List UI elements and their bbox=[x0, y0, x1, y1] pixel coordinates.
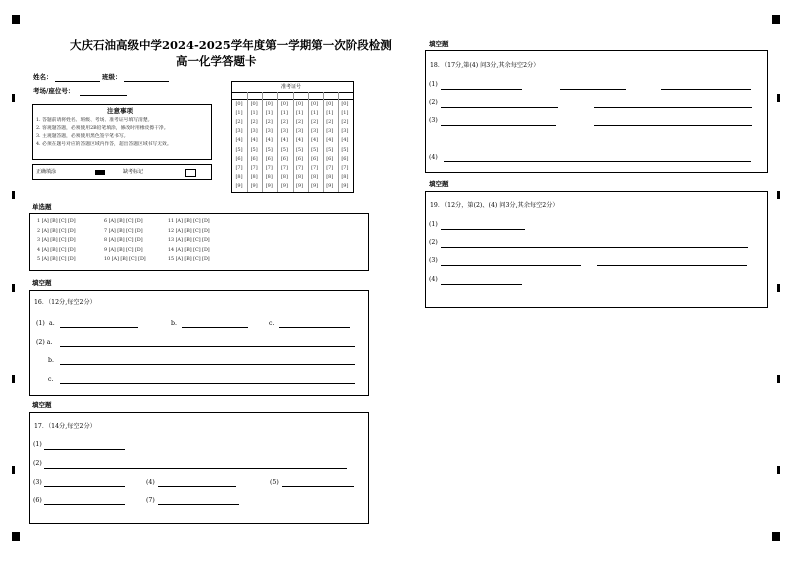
exam-id-digit-bubble[interactable]: [3] bbox=[235, 128, 243, 135]
exam-id-digit-bubble[interactable]: [7] bbox=[265, 164, 273, 171]
q16-a: a. bbox=[49, 320, 55, 327]
exam-id-digit-bubble[interactable]: [7] bbox=[235, 164, 243, 171]
q17-2-answer[interactable] bbox=[44, 468, 347, 469]
exam-id-column-divider bbox=[277, 92, 278, 192]
exam-id-digit-bubble[interactable]: [6] bbox=[341, 155, 349, 162]
exam-id-digit-bubble[interactable]: [0] bbox=[341, 101, 349, 107]
exam-id-digit-bubble[interactable]: [5] bbox=[280, 146, 288, 153]
exam-id-digit-bubble[interactable]: [0] bbox=[250, 101, 258, 107]
q18-box bbox=[425, 50, 768, 173]
exam-id-digit-bubble[interactable]: [7] bbox=[250, 164, 258, 171]
exam-id-digit-bubble[interactable]: [4] bbox=[311, 137, 319, 144]
notice-box bbox=[32, 104, 212, 160]
exam-id-digit-bubble[interactable]: [9] bbox=[295, 182, 304, 189]
exam-id-digit-bubble[interactable]: [2] bbox=[235, 119, 243, 126]
timing-mark bbox=[777, 284, 780, 292]
mc-box bbox=[29, 213, 369, 271]
exam-id-digit-bubble[interactable]: [0] bbox=[265, 101, 273, 107]
timing-mark bbox=[12, 375, 15, 383]
exam-id-digit-bubble[interactable]: [7] bbox=[295, 164, 304, 171]
q17-p6: (6) bbox=[33, 497, 42, 504]
timing-mark bbox=[777, 94, 780, 102]
exam-id-digit-bubble[interactable]: [8] bbox=[265, 173, 273, 180]
exam-id-digit-bubble[interactable]: [4] bbox=[235, 137, 243, 144]
q19-1-answer[interactable] bbox=[441, 229, 525, 230]
q17-p1: (1) bbox=[33, 441, 42, 448]
q19-2-answer[interactable] bbox=[441, 247, 748, 248]
timing-mark bbox=[777, 191, 780, 199]
exam-id-digit-bubble[interactable]: [1] bbox=[311, 110, 319, 117]
room-label: 考场/座位号： bbox=[33, 87, 75, 95]
exam-id-digit-bubble[interactable]: [1] bbox=[341, 110, 349, 117]
q18-2a-answer[interactable] bbox=[441, 107, 558, 108]
q17-section-title: 填空题 bbox=[32, 401, 52, 409]
exam-id-digit-bubble[interactable]: [6] bbox=[295, 155, 304, 162]
class-field[interactable] bbox=[124, 81, 169, 82]
exam-id-digit-bubble[interactable]: [3] bbox=[280, 128, 288, 135]
mc-question-row[interactable]: 7 [A] [B] [C] [D] bbox=[104, 228, 143, 234]
registration-mark bbox=[12, 15, 20, 24]
q16-1c-answer[interactable] bbox=[279, 327, 350, 328]
mc-question-row[interactable]: 12 [A] [B] [C] [D] bbox=[168, 228, 210, 234]
exam-id-digit-bubble[interactable]: [3] bbox=[326, 128, 334, 135]
registration-mark bbox=[772, 532, 780, 541]
q18-1b-answer[interactable] bbox=[560, 89, 626, 90]
exam-id-digit-bubble[interactable]: [1] bbox=[326, 110, 334, 117]
exam-id-digit-bubble[interactable]: [8] bbox=[311, 173, 319, 180]
exam-id-grid bbox=[231, 81, 354, 193]
mc-question-row[interactable]: 6 [A] [B] [C] [D] bbox=[104, 219, 143, 224]
exam-id-digit-bubble[interactable]: [2] bbox=[311, 119, 319, 126]
exam-id-digit-bubble[interactable]: [4] bbox=[265, 137, 273, 144]
notice-line: 4. 必须在题号对应的答题区域内作答，超出答题区域书写无效。 bbox=[36, 142, 172, 147]
q17-p4: (4) bbox=[146, 479, 155, 486]
mc-question-row[interactable]: 8 [A] [B] [C] [D] bbox=[104, 238, 143, 244]
exam-id-digit-bubble[interactable]: [4] bbox=[295, 137, 304, 144]
exam-id-digit-bubble[interactable]: [6] bbox=[235, 155, 243, 162]
exam-id-digit-bubble[interactable]: [4] bbox=[326, 137, 334, 144]
name-label: 姓名： bbox=[33, 73, 53, 81]
q19-3a-answer[interactable] bbox=[441, 265, 581, 266]
timing-mark bbox=[12, 466, 15, 474]
notice-line: 1. 答题前请将姓名、班级、考场、准考证号填写清楚。 bbox=[36, 118, 153, 123]
q19-section-title: 填空题 bbox=[429, 180, 449, 188]
exam-id-digit-bubble[interactable]: [2] bbox=[265, 119, 273, 126]
exam-id-digit-bubble[interactable]: [9] bbox=[341, 182, 349, 189]
q18-p4: (4) bbox=[429, 154, 438, 161]
q18-p1: (1) bbox=[429, 81, 438, 88]
exam-id-digits bbox=[232, 100, 353, 192]
exam-id-digit-bubble[interactable]: [3] bbox=[311, 128, 319, 135]
timing-mark bbox=[12, 191, 15, 199]
exam-id-digit-bubble[interactable]: [2] bbox=[250, 119, 258, 126]
exam-id-digit-bubble[interactable]: [3] bbox=[250, 128, 258, 135]
exam-id-digit-bubble[interactable]: [0] bbox=[295, 101, 304, 107]
q17-p7: (7) bbox=[146, 497, 155, 504]
mc-question-row[interactable]: 15 [A] [B] [C] [D] bbox=[168, 257, 210, 263]
exam-id-digit-bubble[interactable]: [2] bbox=[326, 119, 334, 126]
exam-id-column-divider bbox=[323, 92, 324, 192]
exam-id-digit-bubble[interactable]: [7] bbox=[326, 164, 334, 171]
q16-c2: c. bbox=[48, 376, 54, 383]
q18-p3: (3) bbox=[429, 117, 438, 124]
q18-3b-answer[interactable] bbox=[594, 125, 752, 126]
exam-id-digit-bubble[interactable]: [6] bbox=[250, 155, 258, 162]
name-field[interactable] bbox=[55, 81, 100, 82]
q17-p5: (5) bbox=[270, 479, 279, 486]
registration-mark bbox=[12, 532, 20, 541]
mc-question-row[interactable]: 4 [A] [B] [C] [D] bbox=[37, 247, 76, 253]
timing-mark bbox=[12, 284, 15, 292]
exam-id-digit-bubble[interactable]: [8] bbox=[326, 173, 334, 180]
exam-id-digit-bubble[interactable]: [9] bbox=[311, 182, 319, 189]
exam-id-digit-bubble[interactable]: [3] bbox=[265, 128, 273, 135]
exam-id-digit-bubble[interactable]: [5] bbox=[311, 146, 319, 153]
q19-p4: (4) bbox=[429, 276, 438, 283]
q19-p3: (3) bbox=[429, 257, 438, 264]
exam-id-digit-bubble[interactable]: [7] bbox=[341, 164, 349, 171]
correct-fill-sample bbox=[95, 170, 105, 175]
q17-p3: (3) bbox=[33, 479, 42, 486]
absent-label: 缺考标记 bbox=[123, 169, 144, 175]
q19-4-answer[interactable] bbox=[441, 284, 522, 285]
mc-question-row[interactable]: 9 [A] [B] [C] [D] bbox=[104, 247, 143, 253]
exam-id-digit-bubble[interactable]: [0] bbox=[280, 101, 288, 107]
q16-header: 16．（12分,每空2分） bbox=[34, 299, 96, 306]
q16-b: b. bbox=[171, 320, 177, 327]
q16-1a-answer[interactable] bbox=[60, 327, 138, 328]
exam-id-digit-bubble[interactable]: [4] bbox=[280, 137, 288, 144]
exam-id-digit-bubble[interactable]: [7] bbox=[280, 164, 288, 171]
exam-id-digit-bubble[interactable]: [4] bbox=[250, 137, 258, 144]
q16-2a-answer[interactable] bbox=[60, 346, 355, 347]
exam-id-digit-bubble[interactable]: [0] bbox=[326, 101, 334, 107]
q18-1a-answer[interactable] bbox=[441, 89, 522, 90]
exam-id-digit-bubble[interactable]: [1] bbox=[280, 110, 288, 117]
mc-section-title: 单选题 bbox=[32, 203, 52, 211]
exam-id-digit-bubble[interactable]: [8] bbox=[235, 173, 243, 180]
exam-id-digit-bubble[interactable]: [5] bbox=[326, 146, 334, 153]
mc-question-row[interactable]: 2 [A] [B] [C] [D] bbox=[37, 228, 76, 234]
mc-question-row[interactable]: 13 [A] [B] [C] [D] bbox=[168, 238, 210, 244]
q16-2b-answer[interactable] bbox=[60, 364, 355, 365]
exam-id-digit-bubble[interactable]: [9] bbox=[250, 182, 258, 189]
q19-header: 19．（12分，第(2)、(4) 问3分,其余每空2分） bbox=[430, 202, 559, 209]
fill-example-box bbox=[32, 164, 212, 180]
q19-3b-answer[interactable] bbox=[597, 265, 747, 266]
q19-p1: (1) bbox=[429, 221, 438, 228]
q18-p2: (2) bbox=[429, 99, 438, 106]
exam-id-digit-bubble[interactable]: [6] bbox=[265, 155, 273, 162]
exam-id-digit-bubble[interactable]: [8] bbox=[341, 173, 349, 180]
notice-line: 3. 主观题答题，必须使用黑色签字笔书写。 bbox=[36, 134, 129, 139]
exam-title: 大庆石油高级中学2024-2025学年度第一学期第一次阶段检测 bbox=[70, 38, 392, 52]
exam-id-digit-bubble[interactable]: [6] bbox=[326, 155, 334, 162]
q18-header: 18．（17分,第(4) 问3分,其余每空2分） bbox=[430, 62, 540, 69]
q18-4-answer[interactable] bbox=[444, 161, 751, 162]
room-field[interactable] bbox=[80, 95, 127, 96]
q18-3a-answer[interactable] bbox=[441, 125, 556, 126]
exam-id-digit-bubble[interactable]: [2] bbox=[341, 119, 349, 126]
exam-id-digit-bubble[interactable]: [1] bbox=[265, 110, 273, 117]
q16-p2: (2) a. bbox=[36, 339, 53, 346]
exam-id-column-divider bbox=[338, 92, 339, 192]
q16-2c-answer[interactable] bbox=[60, 383, 355, 384]
exam-id-digit-bubble[interactable]: [7] bbox=[311, 164, 319, 171]
exam-id-digit-bubble[interactable]: [0] bbox=[235, 101, 243, 107]
timing-mark bbox=[12, 94, 15, 102]
absent-checkbox[interactable] bbox=[185, 169, 196, 177]
q17-4-answer[interactable] bbox=[158, 486, 236, 487]
q16-1b-answer[interactable] bbox=[182, 327, 248, 328]
q17-p2: (2) bbox=[33, 460, 42, 467]
q17-box bbox=[29, 412, 369, 524]
q17-1-answer[interactable] bbox=[44, 449, 125, 450]
exam-id-digit-bubble[interactable]: [5] bbox=[265, 146, 273, 153]
exam-id-digit-bubble[interactable]: [2] bbox=[295, 119, 304, 126]
q17-6-answer[interactable] bbox=[44, 504, 125, 505]
mc-question-row[interactable]: 1 [A] [B] [C] [D] bbox=[37, 219, 76, 224]
correct-fill-label: 正确填涂 bbox=[36, 169, 57, 175]
q16-p1: (1) bbox=[36, 320, 45, 327]
q16-box bbox=[29, 290, 369, 396]
q19-box bbox=[425, 191, 768, 308]
exam-id-digit-bubble[interactable]: [3] bbox=[295, 128, 304, 135]
q18-2b-answer[interactable] bbox=[594, 107, 752, 108]
exam-id-digit-bubble[interactable]: [5] bbox=[295, 146, 304, 153]
notice-line: 2. 客观题答题，必须使用2B铅笔填涂，修改时用橡皮擦干净。 bbox=[36, 126, 169, 131]
mc-question-row[interactable]: 5 [A] [B] [C] [D] bbox=[37, 257, 76, 263]
exam-id-digit-bubble[interactable]: [1] bbox=[235, 110, 243, 117]
class-label: 班级： bbox=[102, 73, 122, 81]
timing-mark bbox=[777, 375, 780, 383]
exam-id-digit-bubble[interactable]: [8] bbox=[250, 173, 258, 180]
exam-id-digit-bubble[interactable]: [3] bbox=[341, 128, 349, 135]
exam-id-column-divider bbox=[247, 92, 248, 192]
exam-id-digit-bubble[interactable]: [2] bbox=[280, 119, 288, 126]
registration-mark bbox=[772, 15, 780, 24]
exam-id-digit-bubble[interactable]: [6] bbox=[311, 155, 319, 162]
q18-1c-answer[interactable] bbox=[661, 89, 751, 90]
exam-id-column-divider bbox=[308, 92, 309, 192]
notice-title: 注意事项 bbox=[107, 107, 133, 115]
exam-id-digit-bubble[interactable]: [1] bbox=[295, 110, 304, 117]
timing-mark bbox=[777, 466, 780, 474]
exam-id-digit-bubble[interactable]: [1] bbox=[250, 110, 258, 117]
exam-id-digit-bubble[interactable]: [5] bbox=[250, 146, 258, 153]
mc-question-row[interactable]: 10 [A] [B] [C] [D] bbox=[104, 257, 146, 263]
exam-id-digit-bubble[interactable]: [8] bbox=[280, 173, 288, 180]
q16-b2: b. bbox=[48, 357, 54, 364]
exam-id-digit-bubble[interactable]: [4] bbox=[341, 137, 349, 144]
exam-subtitle: 高一化学答题卡 bbox=[176, 54, 257, 68]
exam-id-digit-bubble[interactable]: [0] bbox=[311, 101, 319, 107]
q16-section-title: 填空题 bbox=[32, 279, 52, 287]
q16-c: c. bbox=[269, 320, 275, 327]
exam-id-digit-bubble[interactable]: [9] bbox=[235, 182, 243, 189]
exam-id-column-divider bbox=[293, 92, 294, 192]
exam-id-digit-bubble[interactable]: [9] bbox=[326, 182, 334, 189]
exam-id-title: 准考证号 bbox=[281, 84, 302, 90]
q18-section-title: 填空题 bbox=[429, 40, 449, 48]
exam-id-digit-bubble[interactable]: [5] bbox=[235, 146, 243, 153]
exam-id-digit-bubble[interactable]: [5] bbox=[341, 146, 349, 153]
exam-id-digit-bubble[interactable]: [9] bbox=[280, 182, 288, 189]
exam-id-digit-bubble[interactable]: [8] bbox=[295, 173, 304, 180]
mc-question-row[interactable]: 14 [A] [B] [C] [D] bbox=[168, 247, 210, 253]
q19-p2: (2) bbox=[429, 239, 438, 246]
q17-7-answer[interactable] bbox=[158, 504, 239, 505]
exam-id-column-divider bbox=[262, 92, 263, 192]
q17-3-answer[interactable] bbox=[44, 486, 125, 487]
q17-header: 17．（14分,每空2分） bbox=[34, 423, 96, 430]
q17-5-answer[interactable] bbox=[282, 486, 354, 487]
exam-id-digit-bubble[interactable]: [9] bbox=[265, 182, 273, 189]
mc-question-row[interactable]: 3 [A] [B] [C] [D] bbox=[37, 238, 76, 244]
mc-question-row[interactable]: 11 [A] [B] [C] [D] bbox=[168, 219, 210, 224]
exam-id-digit-bubble[interactable]: [6] bbox=[280, 155, 288, 162]
